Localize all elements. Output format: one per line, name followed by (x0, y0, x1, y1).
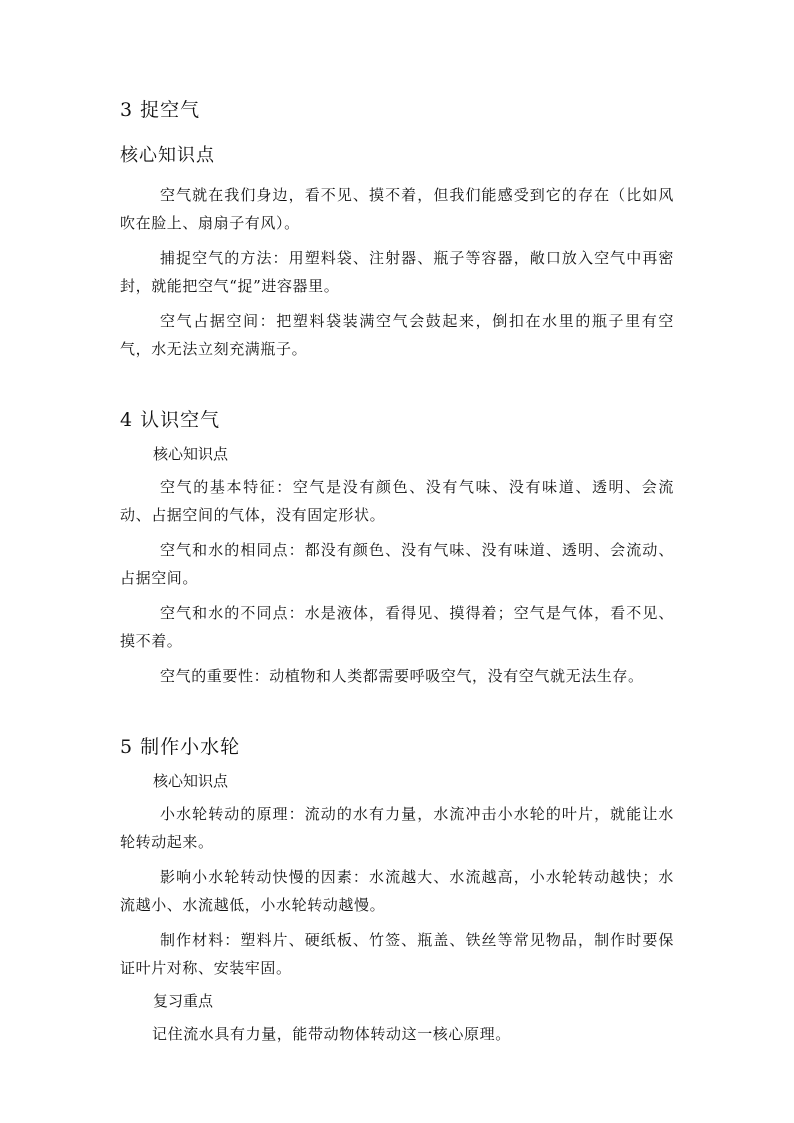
paragraph-3-1: 空气就在我们身边，看不见、摸不着，但我们能感受到它的存在（比如风吹在脸上、扇扇子有风）。 (120, 186, 674, 232)
section-heading-4: 核心知识点 (153, 445, 229, 463)
review-heading-5: 复习重点 (153, 992, 214, 1010)
lesson-title-5: 5 制作小水轮 (120, 736, 241, 758)
paragraph-4-3: 空气和水的不同点：水是液体，看得见、摸得着；空气是气体，看不见、摸不着。 (120, 604, 674, 650)
lesson-title-3: 3 捉空气 (120, 99, 201, 121)
paragraph-3-2: 捕捉空气的方法：用塑料袋、注射器、瓶子等容器，敞口放入空气中再密封，就能把空气“捉”进容器里。 (120, 249, 674, 295)
paragraph-5-2: 影响小水轮转动快慢的因素：水流越大、水流越高，小水轮转动越快；水流越小、水流越低，小水轮转动越慢。 (120, 868, 674, 914)
paragraph-4-1: 空气的基本特征：空气是没有颜色、没有气味、没有味道、透明、会流动、占据空间的气体，没有固定形状。 (120, 478, 674, 524)
section-heading-5: 核心知识点 (153, 772, 229, 790)
review-text-5: 记住流水具有力量，能带动物体转动这一核心原理。 (152, 1025, 511, 1043)
paragraph-5-3: 制作材料：塑料片、硬纸板、竹签、瓶盖、铁丝等常见物品，制作时要保证叶片对称、安装牢固。 (120, 931, 674, 977)
section-heading-3: 核心知识点 (120, 145, 215, 166)
paragraph-5-1: 小水轮转动的原理：流动的水有力量，水流冲击小水轮的叶片，就能让水轮转动起来。 (120, 805, 674, 851)
lesson-title-4: 4 认识空气 (120, 409, 221, 431)
paragraph-4-4: 空气的重要性：动植物和人类都需要呼吸空气，没有空气就无法生存。 (160, 667, 644, 685)
paragraph-3-3: 空气占据空间：把塑料袋装满空气会鼓起来，倒扣在水里的瓶子里有空气，水无法立刻充满瓶子。 (120, 312, 674, 358)
paragraph-4-2: 空气和水的相同点：都没有颜色、没有气味、没有味道、透明、会流动、占据空间。 (120, 541, 674, 587)
